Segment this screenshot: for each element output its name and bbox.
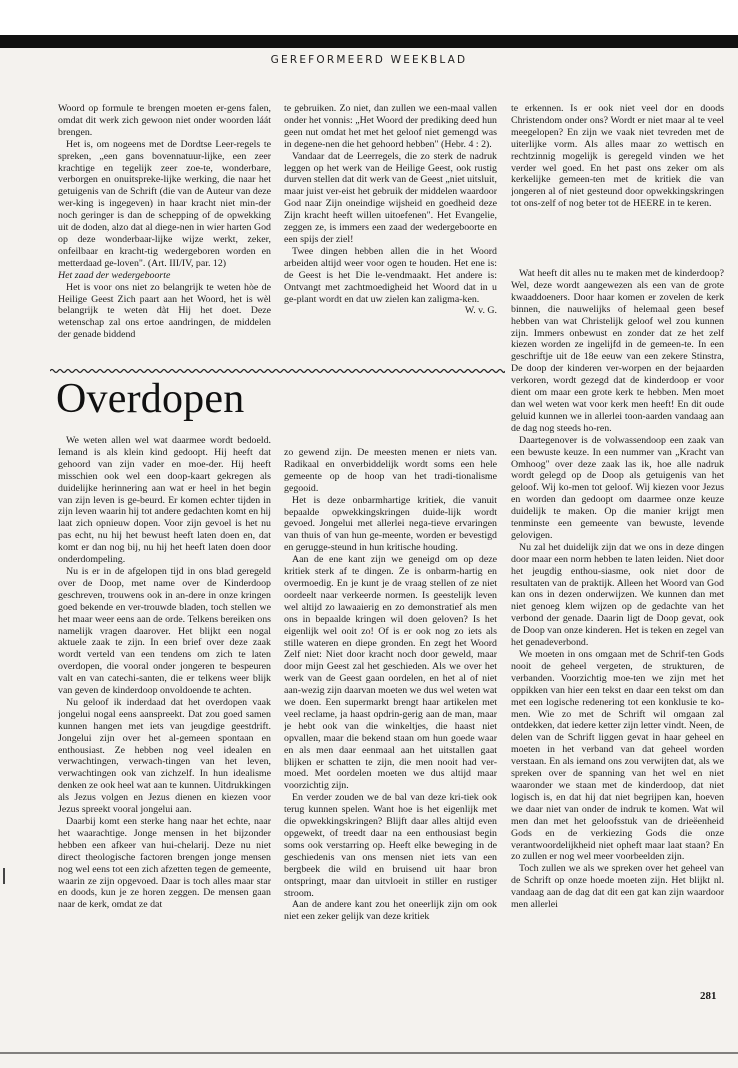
paragraph: Het is voor ons niet zo belangrijk te weten hòe de Heilige Geest Zich paart aan het Woord, het is wèl belangrijk te weten dàt Hij het doet. Deze wetenschap zal ons ertoe aandringen, de middelen der genade biddend bbox=[58, 281, 271, 341]
top-column-1 bbox=[58, 103, 271, 365]
running-header: GEREFORMEERD WEEKBLAD bbox=[270, 54, 468, 66]
paragraph: Nu is er in de afgelopen tijd in ons blad geregeld over de Doop, met name over de Kinderdoop geschreven, trouwens ook in an-dere in onze kringen goed bekende en ver-trouwde bladen, toch stellen we het maar weer eens aan de orde. Telkens bereiken ons namelijk vragen daarover. Het blijkt een nogal aktuele zaak te zijn. In een brief over deze zaak wordt verteld van een tendens om zich te laten overdopen, die vooral onder jongeren te bespeuren valt en van catechi-santen, die er telkens weer blijk van geven de kinderdoop onvoldoende te achten. bbox=[58, 565, 271, 697]
scan-margin-mark bbox=[3, 868, 5, 884]
paragraph: We weten allen wel wat daarmee wordt bedoeld. Iemand is als klein kind gedoopt. Hij heeft dat gehoord van zijn vader en moe-der. Hij heeft misschien ook wel een doop-kaart gekregen als duidelijke herinnering aan wat er heel in het begin van zijn leven is ge-beurd. Er komen echter tijden in zijn leven waarin hij tot andere gedachten komt en hij laat zich opnieuw dopen. Voor zijn gevoel is het nu pas echt, nu hij het bewust heeft laten doen en, dat komt er dan nog bij, nu hij het heeft laten doen door onderdompeling. bbox=[58, 435, 271, 566]
paragraph: Wat heeft dit alles nu te maken met de kinderdoop? Wel, deze wordt aangewezen als een van de grote kwaaddoeners. Door haar komen er zovelen de kerk binnen, die nauwelijks of helemaal geen besef hebben van wat Christelijk geloof wel zou kunnen zijn. Immers onbewust en zonder dat ze het zelf kiezen worden ze ingelijfd in de gemeen-te. In een geschriftje uit de 18e eeuw van een zekere Stinstra, De doop der kinderen ver-worpen en der bejaarden verkoren, wordt gezegd dat de kinderdoop er voor dient om maar een grote kerk te hebben. Men moet dan wel weten wat voor kerk men heeft! En dit oude geluid kunnen we in allerlei toon-aarden vandaag aan de dag nog steeds ho-ren. bbox=[511, 268, 724, 434]
section-subheading: Het zaad der wedergeboorte bbox=[58, 269, 171, 281]
paragraph: Daartegenover is de volwassendoop een zaak van een bewuste keuze. In een nummer van „Kracht van Omhoog" over deze zaak las ik, hoe alle nadruk wordt gelegd op de Doop als getuigenis van het geloof. Wij ko-men tot geloof. Wij kiezen voor Jezus en worden dan gedoopt om daarmee onze keuze duidelijk te maken. Op die manier krijgt men tenminste een gemeente van bewuste, levende gelovigen. bbox=[511, 434, 724, 541]
paragraph: Nu zal het duidelijk zijn dat we ons in deze dingen door maar een norm hebben te laten leiden. Niet door het jeugdig enthou-siasme, ook niet door de resultaten van de praktijk. Alleen het Woord van God kan ons in dezen onderwijzen. We kunnen dan met niet genoeg klem wijzen op de gedachte van het verbond der genade. Daarin ligt de Doop gevat, ook de Doop van onze kinderen. Het is teken en zegel van het genadeverbond. bbox=[511, 541, 724, 649]
paragraph: En verder zouden we de bal van deze kri-tiek ook terug kunnen spelen. Want hoe is het eigenlijk met die opwekkingskringen? Blijft daar alles altijd even opgewekt, of treedt daar na een enthousiast begin soms ook verstarring op. Heeft elke beweging in de geschiedenis van ons mensen niet iets van een bergbeek die wild en bruisend uit haar bron ontspringt, maar dan uitvloeit in stiller en rustiger stroom. bbox=[284, 792, 497, 899]
paragraph: te gebruiken. Zo niet, dan zullen we een-maal vallen onder het vonnis: „Het Woord der prediking deed hun geen nut omdat het met het geloof niet gemengd was in degene-nen die het gehoord hebben" (Hebr. 4 : 2). bbox=[284, 103, 497, 150]
article-column-3 bbox=[511, 268, 724, 1010]
wavy-divider bbox=[50, 368, 505, 374]
paragraph: Daarbij komt een sterke hang naar het echte, naar het waarachtige. Jonge mensen in het bijzonder hebben een afkeer van hui-chelarij. Deze nu niet direct theologische factoren brengen jonge mensen nog wel eens tot een zich afzetten tegen de gemeente, waarin ze zijn opgevoed. Daar is toch alles maar star en doods, kun je ze horen zeggen. De mensen gaan naar de kerk, omdat ze dat bbox=[58, 816, 271, 911]
top-column-3 bbox=[511, 103, 724, 259]
article-title: Overdopen bbox=[56, 376, 245, 422]
article-column-1 bbox=[58, 435, 271, 1010]
page-number: 281 bbox=[700, 990, 717, 1002]
paragraph: Vandaar dat de Leerregels, die zo sterk de nadruk leggen op het werk van de Heilige Geest, ook rustig durven stellen dat dit werk van de Geest „niet uitsluit, maar juist ver-eist het gebruik der middelen waardoor God naar Zijn oneindige wijsheid en goedheid deze Zijn kracht heeft willen uitoefenen". Het Evangelie, zeggen ze, is immers een zaad der wedergeboorte en een spijs der ziel! bbox=[284, 150, 497, 245]
paragraph: Het is deze onbarmhartige kritiek, die vanuit bepaalde opwekkingskringen duide-lijk wordt gevoed. Jongelui met allerlei nega-tieve ervaringen van thuis of van hun ge-meente, worden er bevestigd en gerugge-steund in hun kritische houding. bbox=[284, 494, 497, 554]
paragraph: zo gewend zijn. De meesten menen er niets van. Radikaal en onverbiddelijk wordt soms een hele gemeente op de hoop van het tradi-tionalisme gegooid. bbox=[284, 447, 497, 494]
paragraph: We moeten in ons omgaan met de Schrif-ten Gods nooit de geheel vergeten, de strukturen, de verbanden. Voorzichtig moe-ten we zijn met het oppikken van hier een tekst en daar een tekst om dan met een logische redenering tot een konklusie te ko-men. Wie zo met de Schrift wil omgaan zal ontdekken, dat iedere ketter zijn letter vindt. Neen, de delen van de Schrift liggen gevat in haar geheel en moeten in het verband van dat geheel worden verstaan. En als iemand ons zou verwijten dat, als we spreken over de spanning van het wel en niet waaronder we staan met de kinderdoop, dat niet logisch is, en dat hij dat niet begrijpen kan, hoeven we daar niet van onder de indruk te komen. Wat wil men dan met het geloofsstuk van de drieëenheid Gods en de verkiezing Gods die onze verantwoordelijkheid niet opheft maar laat staan? En zo zullen er nog wel meer voorbeelden zijn. bbox=[511, 649, 724, 863]
paragraph: Aan de andere kant zou het oneerlijk zijn om ook niet een zeker gelijk van deze kritiek bbox=[284, 899, 497, 923]
paragraph: Aan de ene kant zijn we geneigd om op deze kritiek sterk af te dingen. Ze is onbarm-hartig en overmoedig. En je kunt je de vraag stellen of ze niet oordeelt naar verkeerde normen. Is geestelijk leven wel altijd zo lawaaierig en zo demonstratief als men ons in bepaalde kringen wil doen geloven? Is het eigenlijk wel ooit zo! Of is er ook nog zo iets als stille wateren en diepe gronden. En zegt het Woord Zelf niet: Niet door kracht noch door geweld, maar door mijn Geest zal het geschieden. Als we over het werk van de Geest gaan oordelen, en het al of niet aan-wezig zijn daarvan moeten we dus wel weten wat we doen. Een supermarkt brengt haar artikelen met veel reclame, ja haast opdrin-gerig aan de man, maar je hebt ook van die winkeltjes, die haast niet opvallen, maar die bekend staan om hun goede waar en als men daar eenmaal aan het uitstallen gaat blijken er schatten te zijn, die men nooit had ver-moed. Met oordelen moeten we dus altijd maar voorzichtig zijn. bbox=[284, 554, 497, 792]
paragraph: Twee dingen hebben allen die in het Woord arbeiden altijd weer voor ogen te houden. Het ene is: de Geest is het Die le-vendmaakt. Het andere is: Ontvangt met zachtmoedigheid het Woord dat in u ge-plant wordt en dat uw zielen kan zaligma-ken. bbox=[284, 245, 497, 305]
article-column-2 bbox=[284, 447, 497, 1010]
paragraph: Het is, om nogeens met de Dordtse Leer-regels te spreken, „een gans bovennatuur-lijke, een zeer krachtige en tegelijk zeer zoe-te, wonderbare, verborgen en onuitspreke-lijke werking, die naar het getuigenis van de Schrift (die van de Auteur van deze wer-king is ingegeven) in haar kracht niet min-der noch geringer is dan de schepping of de opwekking uit de doden, alzo dat al diege-nen in wier harten God op deze wonderbaar-lijke wijze werkt, zeker, onfeilbaar en kracht-tig wedergeboren worden en metterdaad ge-loven". (Art. III/IV, par. 12) bbox=[58, 138, 271, 269]
paragraph: te erkennen. Is er ook niet veel dor en doods Christendom onder ons? Wordt er niet maar al te veel meegelopen? En zijn we vaak niet tevreden met de uiterlijke vorm. Als alles maar zo wettisch en rechtzinnig mogelijk is geregeld vinden we het verder wel goed. En het past ons zeker om als kerkelijke gemeen-ten met de kritiek die van jongeren al of niet gesteund door opwekkingskringen tot ons-zelf of nog beter tot de HEERE in te keren. bbox=[511, 103, 724, 210]
author-signature: W. v. G. bbox=[464, 305, 497, 317]
paragraph: Woord op formule te brengen moeten er-gens falen, omdat dit werk zich gewoon niet onder woorden láát brengen. bbox=[58, 103, 271, 138]
scan-black-band bbox=[0, 35, 738, 48]
scan-bottom-edge bbox=[0, 1052, 738, 1054]
paragraph: Nu geloof ik inderdaad dat het overdopen vaak jongelui nogal eens aanspreekt. Dat zou goed samen kunnen hangen met iets van jeugdige geestdrift. Jongelui zijn over het al-gemeen spontaan en enthousiast. Ze hebben nog veel idealen en verwachtingen, verwach-tingen van het leven, verwachtingen ook van zichzelf. In hun idealisme denken ze ook heel wat aan te kunnen. Uitdrukkingen als Jezus volgen en Jezus dienen en kiezen voor Jezus spreekt vooral jongelui aan. bbox=[58, 696, 271, 816]
top-column-2 bbox=[284, 103, 497, 365]
paragraph: Toch zullen we als we spreken over het geheel van de Schrift op onze hoede moeten zijn. Het blijkt nl. vandaag aan de dag dat dit een gat kan zijn waardoor men allerlei bbox=[511, 863, 724, 911]
